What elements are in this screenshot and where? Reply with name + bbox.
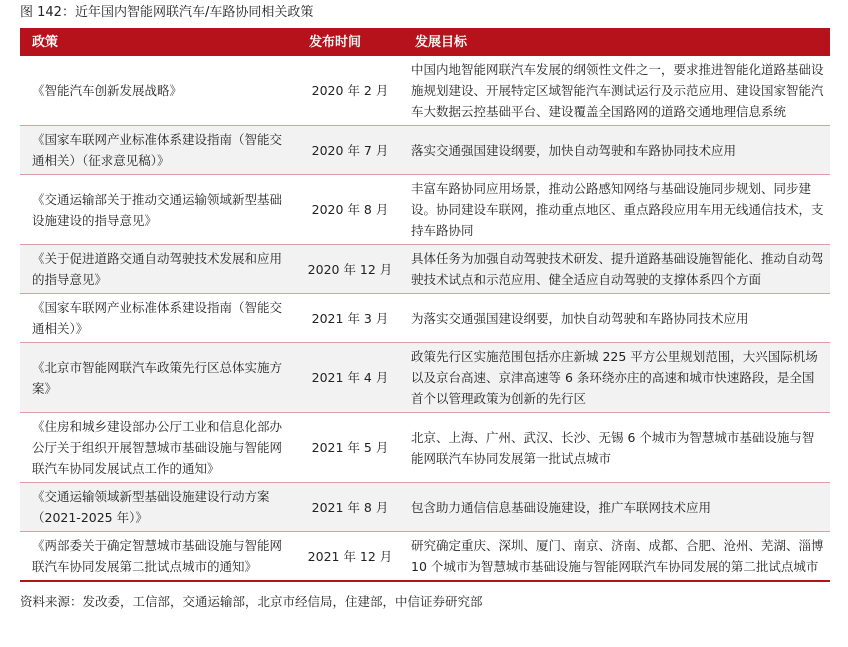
table-row: [20, 483, 830, 532]
header-goal: 发展目标: [403, 28, 830, 56]
cell-policy: 《两部委关于确定智慧城市基础设施与智能网联汽车协同发展第二批试点城市的通知》: [20, 532, 297, 582]
cell-goal: 落实交通强国建设纲要，加快自动驾驶和车路协同技术应用: [403, 126, 830, 175]
cell-goal: 研究确定重庆、深圳、厦门、南京、济南、成都、合肥、沧州、芜湖、淄博 10 个城市为智慧城市基础设施与智能网联汽车协同发展的第二批试点城市: [403, 532, 830, 582]
cell-time: 2021 年 8 月: [297, 483, 403, 532]
cell-goal: 包含助力通信信息基础设施建设，推广车联网技术应用: [403, 483, 830, 532]
header-policy: 政策: [20, 28, 297, 56]
figure-title: 图 142：近年国内智能网联汽车/车路协同相关政策: [20, 5, 314, 20]
table-row: [20, 294, 830, 343]
policy-table: [20, 28, 830, 582]
cell-goal: 政策先行区实施范围包括亦庄新城 225 平方公里规划范围，大兴国际机场以及京台高速、京津高速等 6 条环绕亦庄的高速和城市快速路段，是全国首个以管理政策为创新的先行区: [403, 343, 830, 413]
table-row: [20, 175, 830, 245]
table-row: [20, 56, 830, 126]
cell-goal: 北京、上海、广州、武汉、长沙、无锡 6 个城市为智慧城市基础设施与智能网联汽车协同发展第一批试点城市: [403, 413, 830, 483]
source-note: 资料来源：发改委，工信部，交通运输部，北京市经信局，住建部，中信证券研究部: [20, 594, 483, 609]
cell-policy: 《北京市智能网联汽车政策先行区总体实施方案》: [20, 343, 297, 413]
cell-time: 2020 年 7 月: [297, 126, 403, 175]
cell-time: 2021 年 4 月: [297, 343, 403, 413]
table-body: [20, 56, 830, 581]
table-row: [20, 413, 830, 483]
cell-policy: 《国家车联网产业标准体系建设指南（智能交通相关）（征求意见稿）》: [20, 126, 297, 175]
cell-policy: 《交通运输领域新型基础设施建设行动方案（2021-2025 年）》: [20, 483, 297, 532]
table-row: [20, 126, 830, 175]
cell-policy: 《智能汽车创新发展战略》: [20, 56, 297, 126]
header-row: [20, 28, 830, 56]
table-header: [20, 28, 830, 56]
cell-time: 2021 年 3 月: [297, 294, 403, 343]
header-time: 发布时间: [297, 28, 403, 56]
cell-goal: 为落实交通强国建设纲要，加快自动驾驶和车路协同技术应用: [403, 294, 830, 343]
cell-time: 2021 年 12 月: [297, 532, 403, 582]
cell-policy: 《交通运输部关于推动交通运输领域新型基础设施建设的指导意见》: [20, 175, 297, 245]
cell-goal: 具体任务为加强自动驾驶技术研发、提升道路基础设施智能化、推动自动驾驶技术试点和示范应用、健全适应自动驾驶的支撑体系四个方面: [403, 245, 830, 294]
cell-time: 2021 年 5 月: [297, 413, 403, 483]
cell-goal: 中国内地智能网联汽车发展的纲领性文件之一，要求推进智能化道路基础设施规划建设、开展特定区域智能汽车测试运行及示范应用、建设国家智能汽车大数据云控基础平台、建设覆盖全国路网的道路交通地理信息系统: [403, 56, 830, 126]
cell-goal: 丰富车路协同应用场景，推动公路感知网络与基础设施同步规划、同步建设。协同建设车联网，推动重点地区、重点路段应用车用无线通信技术，支持车路协同: [403, 175, 830, 245]
cell-time: 2020 年 8 月: [297, 175, 403, 245]
table-row: [20, 245, 830, 294]
cell-time: 2020 年 2 月: [297, 56, 403, 126]
cell-policy: 《关于促进道路交通自动驾驶技术发展和应用的指导意见》: [20, 245, 297, 294]
cell-policy: 《住房和城乡建设部办公厅工业和信息化部办公厅关于组织开展智慧城市基础设施与智能网联汽车协同发展试点工作的通知》: [20, 413, 297, 483]
cell-policy: 《国家车联网产业标准体系建设指南（智能交通相关）》: [20, 294, 297, 343]
table-row: [20, 532, 830, 582]
cell-time: 2020 年 12 月: [297, 245, 403, 294]
table-row: [20, 343, 830, 413]
